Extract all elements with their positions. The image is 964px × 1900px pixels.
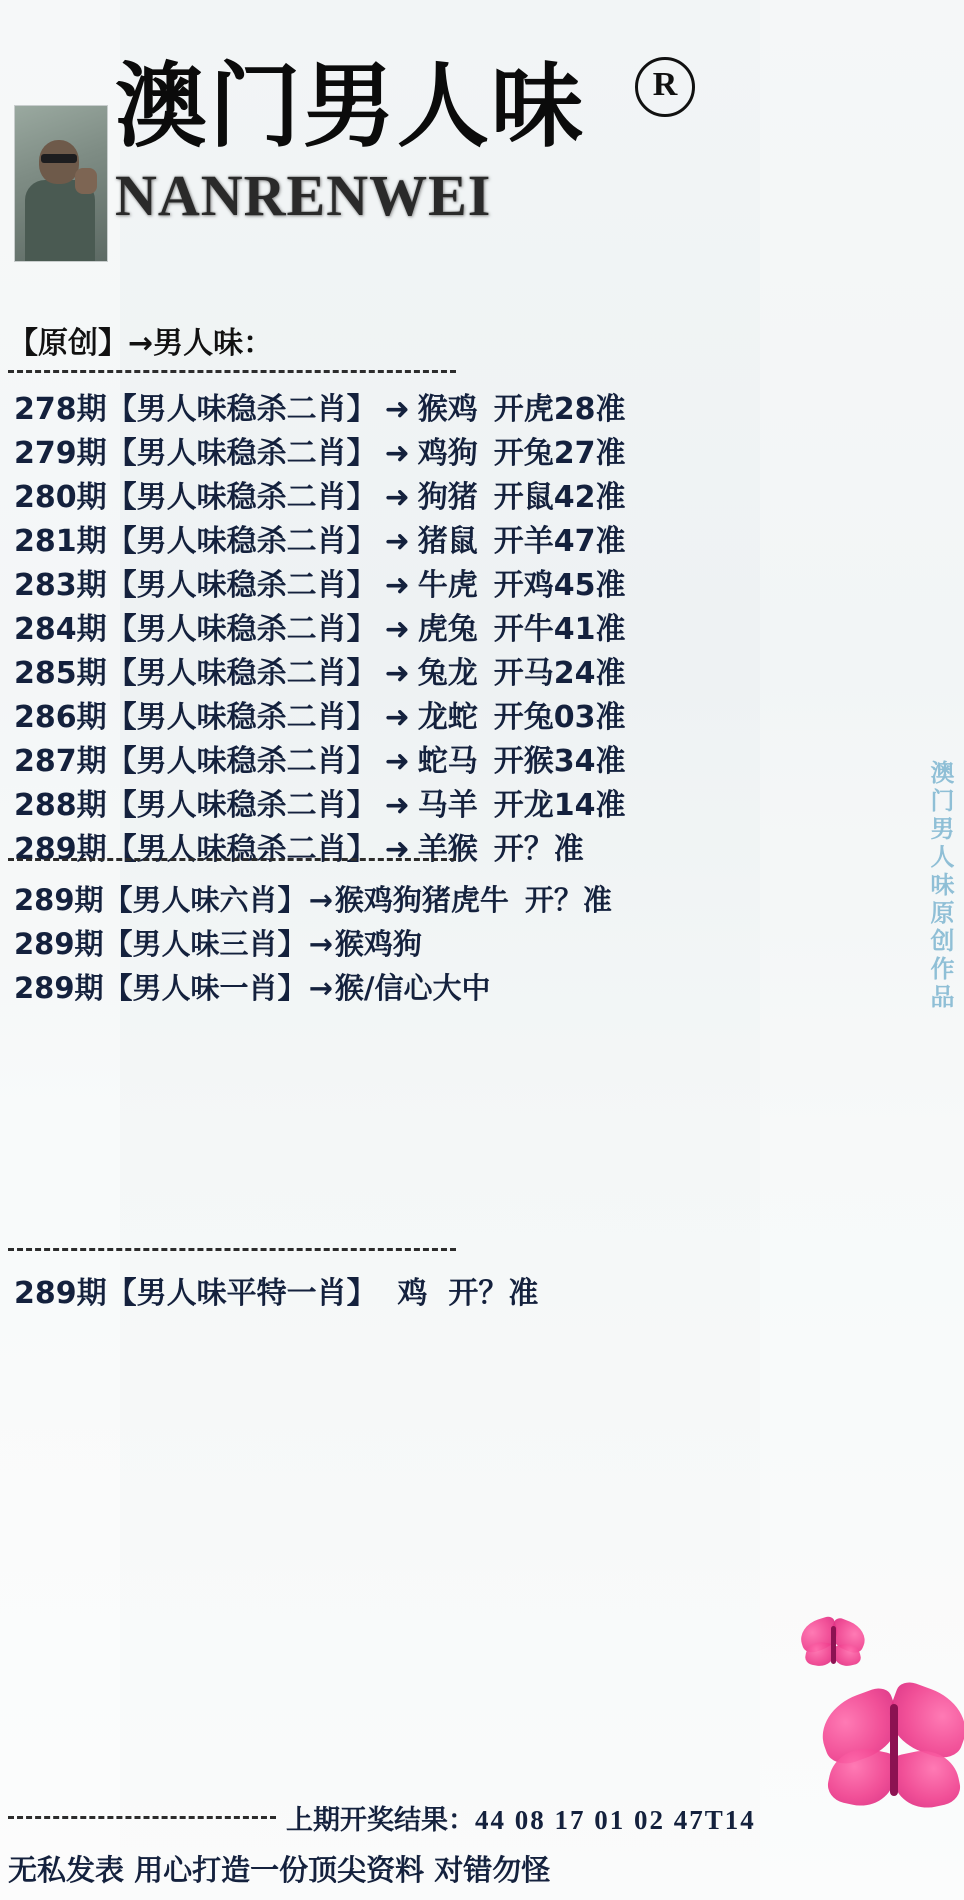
origin-label: 【原创】→男人味： (8, 326, 274, 361)
item-tag: 【男人味稳杀二肖】 (106, 480, 377, 515)
item-tag: 【男人味平特一肖】 (106, 1276, 377, 1311)
list-item (14, 878, 734, 922)
issue-number: 286期 (14, 700, 107, 735)
list-item (14, 740, 714, 784)
divider-footer (8, 1816, 276, 1819)
sunglasses-icon (41, 154, 77, 163)
special-row (14, 1268, 538, 1312)
item-tag: 【男人味一肖】 (103, 971, 307, 1005)
page-title: 澳门男人味 (115, 53, 586, 160)
list-item (14, 432, 714, 476)
list-item (14, 828, 714, 872)
item-result: 开鸡45准 (493, 568, 626, 603)
item-pick: 羊猴 (417, 832, 478, 867)
arrow-icon: → (308, 927, 333, 961)
item-tag: 【男人味稳杀二肖】 (106, 524, 377, 559)
avatar (14, 105, 108, 262)
arrow-icon: ➜ (384, 744, 410, 779)
last-draw-numbers: 44 08 17 01 02 47T14 (475, 1805, 756, 1835)
arrow-icon: ➜ (384, 524, 410, 559)
item-tag: 【男人味六肖】 (103, 883, 307, 917)
issue-number: 283期 (14, 568, 107, 603)
issue-number: 279期 (14, 436, 107, 471)
list-item (14, 608, 714, 652)
item-pick: 蛇马 (417, 744, 478, 779)
registered-trademark-icon: R (635, 57, 695, 117)
main-list (14, 388, 714, 872)
item-pick: 牛虎 (417, 568, 478, 603)
item-pick: 马羊 (417, 788, 478, 823)
header (0, 0, 964, 300)
list-item (14, 696, 714, 740)
item-tag: 【男人味稳杀二肖】 (106, 744, 377, 779)
arrow-icon: → (308, 971, 333, 1005)
item-result: 开羊47准 (493, 524, 626, 559)
arrow-icon: ➜ (384, 436, 410, 471)
issue-number: 281期 (14, 524, 107, 559)
item-pick: 猪鼠 (417, 524, 478, 559)
item-tag: 【男人味稳杀二肖】 (106, 392, 377, 427)
secondary-list (14, 878, 734, 1010)
list-item (14, 922, 734, 966)
issue-number: 278期 (14, 392, 107, 427)
arrow-icon: ➜ (384, 612, 410, 647)
issue-number: 287期 (14, 744, 107, 779)
arrow-icon: ➜ (384, 656, 410, 691)
list-item (14, 784, 714, 828)
item-tag: 【男人味稳杀二肖】 (106, 612, 377, 647)
divider-middle (8, 858, 456, 861)
list-item (14, 520, 714, 564)
arrow-icon: ➜ (384, 832, 410, 867)
item-pick: 龙蛇 (417, 700, 478, 735)
butterfly-icon-large (820, 1690, 964, 1840)
item-pick: 鸡狗 (417, 436, 478, 471)
issue-number: 289期 (14, 832, 107, 867)
arrow-icon: ➜ (384, 568, 410, 603)
issue-number: 285期 (14, 656, 107, 691)
item-result: 开？准 (524, 883, 612, 917)
avatar-hand (75, 168, 97, 194)
divider-lower (8, 1248, 456, 1251)
page-subtitle: NANRENWEI (115, 163, 492, 228)
item-tag: 【男人味稳杀二肖】 (106, 700, 377, 735)
item-tag: 【男人味稳杀二肖】 (106, 832, 377, 867)
item-result: 开虎28准 (493, 392, 626, 427)
item-pick: 虎兔 (417, 612, 478, 647)
title-block (115, 55, 755, 227)
arrow-icon: ➜ (384, 700, 410, 735)
item-pick: 兔龙 (417, 656, 478, 691)
list-item (14, 652, 714, 696)
item-result: 开兔27准 (493, 436, 626, 471)
footer-slogan: 无私发表 用心打造一份顶尖资料 对错勿怪 (8, 1853, 551, 1887)
item-tag: 【男人味三肖】 (103, 927, 307, 961)
item-tag: 【男人味稳杀二肖】 (106, 568, 377, 603)
side-watermark: 澳门男人味原创作品 (926, 760, 954, 1012)
item-result: 开兔03准 (493, 700, 626, 735)
list-item (14, 388, 714, 432)
issue-number: 280期 (14, 480, 107, 515)
item-pick: 鸡 (397, 1276, 428, 1311)
divider-top (8, 370, 456, 373)
issue-number: 289期 (14, 883, 104, 917)
item-pick: 猴鸡狗猪虎牛 (334, 883, 509, 917)
item-result: 开鼠42准 (493, 480, 626, 515)
item-pick: 猴鸡狗 (334, 927, 422, 961)
item-result: 开猴34准 (493, 744, 626, 779)
issue-number: 289期 (14, 927, 104, 961)
arrow-icon: ➜ (384, 392, 410, 427)
item-pick: 猴鸡 (417, 392, 478, 427)
arrow-icon: ➜ (384, 788, 410, 823)
item-result: 开？准 (448, 1276, 539, 1311)
item-result: 开牛41准 (493, 612, 626, 647)
item-pick: 狗猪 (417, 480, 478, 515)
item-tag: 【男人味稳杀二肖】 (106, 436, 377, 471)
list-item (14, 564, 714, 608)
issue-number: 288期 (14, 788, 107, 823)
last-draw-result (286, 1798, 756, 1837)
item-result: 开龙14准 (493, 788, 626, 823)
last-draw-label: 上期开奖结果： (286, 1805, 475, 1836)
list-item (14, 476, 714, 520)
list-item (14, 966, 734, 1010)
arrow-icon: ➜ (384, 480, 410, 515)
item-tag: 【男人味稳杀二肖】 (106, 788, 377, 823)
issue-number: 289期 (14, 1276, 107, 1311)
arrow-icon: → (308, 883, 333, 917)
item-pick: 猴/信心大中 (334, 971, 491, 1005)
butterfly-icon-small (800, 1620, 870, 1672)
item-result: 开？准 (493, 832, 584, 867)
issue-number: 289期 (14, 971, 104, 1005)
issue-number: 284期 (14, 612, 107, 647)
item-result: 开马24准 (493, 656, 626, 691)
item-tag: 【男人味稳杀二肖】 (106, 656, 377, 691)
